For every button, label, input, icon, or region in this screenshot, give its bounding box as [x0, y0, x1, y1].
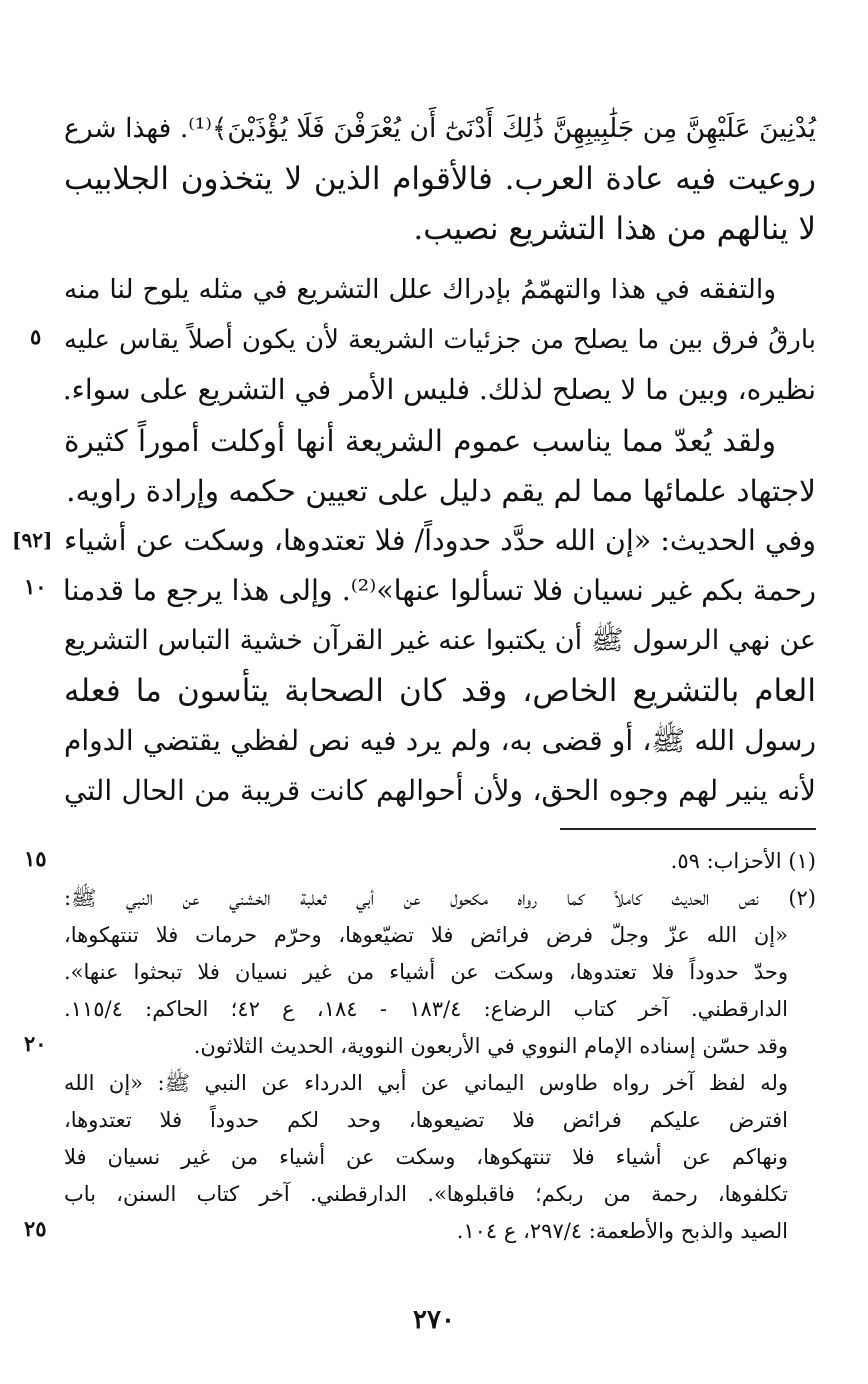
body-line: لاجتهاد علمائها مما لم يقم دليل على تعيين حكمه وإرادة راويه.: [66, 474, 816, 508]
body-line: ولقد يُعدّ مما يناسب عموم الشريعة أنها أوكلت أموراً كثيرة: [64, 424, 776, 458]
original-page-marker: [٩٢]: [12, 528, 53, 552]
body-line: نظيره، وبين ما لا يصلح لذلك. فليس الأمر في التشريع على سواء.: [62, 373, 816, 406]
footnote-line: الصيد والذبح والأطعمة: ٢٩٧/٤، ع ١٠٤.: [456, 1219, 788, 1243]
footnote-line: (١) الأحزاب: ٥٩.: [670, 849, 816, 873]
line-number-5: ٥: [30, 324, 42, 349]
footnote-line: وقد حسّن إسناده الإمام النووي في الأربعون النووية، الحديث الثلاثون.: [193, 1034, 788, 1058]
body-line: روعيت فيه عادة العرب. فالأقوام الذين لا يتخذون الجلابيب: [64, 161, 816, 197]
line-number-10: ١٠: [24, 574, 47, 599]
footnote-line: ونهاكم عن أشياء فلا تنتهكوها، وسكت عن أشياء من غير نسيان فلا: [64, 1145, 788, 1169]
footnote-line: الدارقطني. آخر كتاب الرضاع: ١٨٣/٤ - ١٨٤، ع ٤٢؛ الحاكم: ١١٥/٤.: [64, 997, 788, 1021]
body-line: بارقُ فرق بين ما يصلح من جزئيات الشريعة لأن يكون أصلاً يقاس عليه: [64, 325, 816, 355]
footnote-separator: [560, 828, 816, 830]
page-number: ٢٧٠: [413, 1305, 455, 1335]
line-number-20: ٢٠: [24, 1031, 47, 1056]
footnote-line: (٢) نص الحديث كاملاً كما رواه مكحول عن أبي ثعلبة الخشني عن النبي ﷺ:: [64, 886, 816, 910]
footnote-line: وحدّ حدوداً فلا تعتدوها، وسكت عن أشياء من غير نسيان فلا تبحثوا عنها».: [64, 960, 788, 984]
footnote-line: افترض عليكم فرائض فلا تضيعوها، وحد لكم حدوداً فلا تعتدوها،: [64, 1108, 788, 1132]
footnote-line: تكلفوها، رحمة من ربكم؛ فاقبلوها». الدارقطني. آخر كتاب السنن، باب: [64, 1182, 788, 1206]
body-line: لأنه ينير لهم وجوه الحق، ولأن أحوالهم كانت قريبة من الحال التي: [64, 774, 816, 807]
body-line: العام بالتشريع الخاص، وقد كان الصحابة يتأسون ما فعله: [64, 673, 816, 709]
body-line: وفي الحديث: «إن الله حدَّد حدوداً/ فلا تعتدوها، وسكت عن أشياء: [64, 524, 816, 557]
footnote-line: وله لفظ آخر رواه طاوس اليماني عن أبي الدرداء عن النبي ﷺ: «إن الله: [64, 1071, 788, 1095]
line-number-15: ١٥: [24, 846, 47, 871]
line-number-25: ٢٥: [24, 1216, 47, 1241]
body-line: رسول الله ﷺ، أو قضى به، ولم يرد فيه نص لفظي يقتضي الدوام: [64, 724, 816, 757]
footnote-line: «إن الله عزّ وجلّ فرض فرائض فلا تضيّعوها، وحرّم حرمات فلا تنتهكوها،: [64, 923, 788, 947]
body-line: رحمة بكم غير نسيان فلا تسألوا عنها»⁽²⁾. وإلى هذا يرجع ما قدمنا: [62, 574, 816, 607]
body-line: والتفقه في هذا والتهمّمُ بإدراك علل التشريع في مثله يلوح لنا منه: [64, 274, 776, 305]
body-line: يُدْنِينَ عَلَيْهِنَّ مِن جَلَٰبِيبِهِنَّ ذَٰلِكَ أَدْنَىٰٓ أَن يُعْرَفْنَ فَلَا يُؤْذَيْنَ﴾⁽¹⁾. فهذا شرع: [64, 113, 816, 144]
body-line: عن نهي الرسول ﷺ أن يكتبوا عنه غير القرآن خشية التباس التشريع: [64, 625, 816, 656]
body-line: لا ينالهم من هذا التشريع نصيب.: [413, 211, 816, 247]
